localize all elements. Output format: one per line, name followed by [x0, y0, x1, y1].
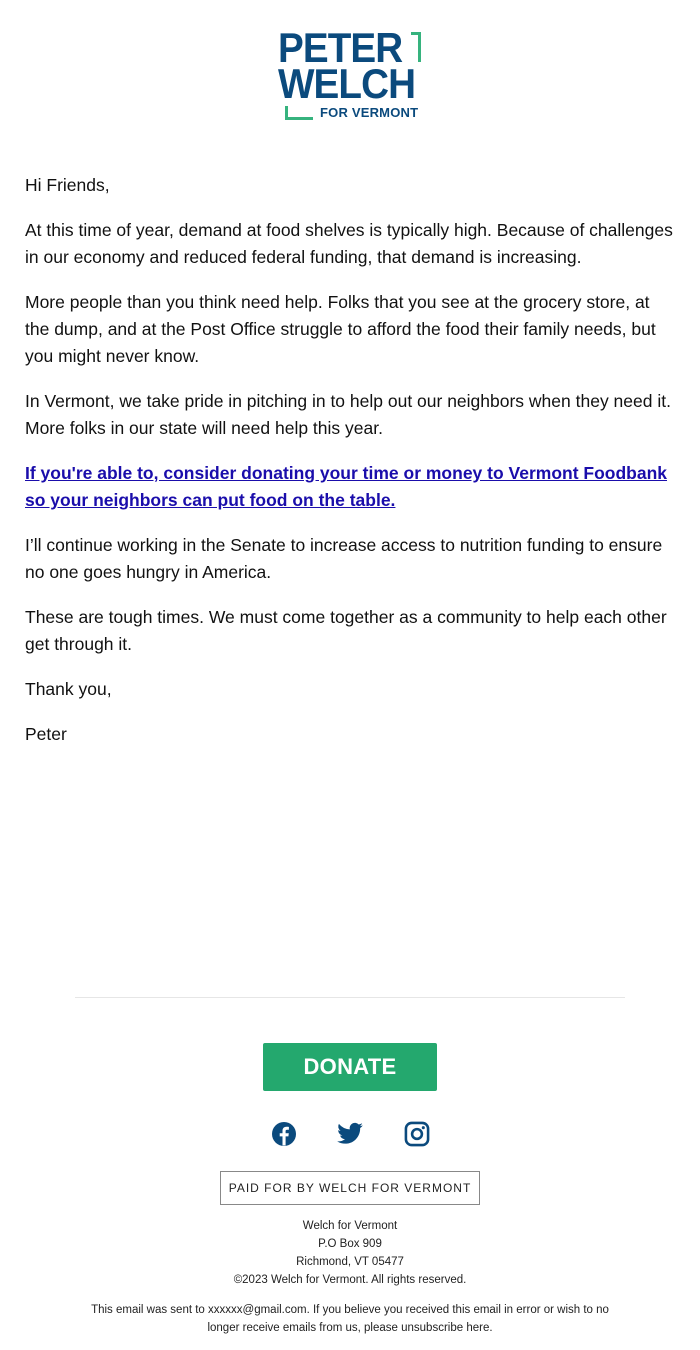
copyright: ©2023 Welch for Vermont. All rights reserved. — [233, 1274, 467, 1286]
email-body — [25, 172, 675, 766]
logo-line-welch: WELCH — [278, 60, 416, 107]
address-name: Welch for Vermont — [302, 1220, 398, 1232]
signature: Peter — [25, 724, 67, 744]
mailing-address — [0, 1217, 700, 1289]
address-po-box: P.O Box 909 — [318, 1238, 382, 1250]
paragraph-demand: At this time of year, demand at food shelves is typically high. Because of challenges in our economy and reduced federal funding, that demand is increasing. — [25, 220, 673, 267]
campaign-logo — [278, 24, 424, 122]
paragraph-people-need-help: More people than you think need help. Folks that you see at the grocery store, at the dump, and at the Post Office struggle to afford the food their family needs, but you might never know. — [25, 292, 656, 366]
paid-for-disclaimer: PAID FOR BY WELCH FOR VERMONT — [220, 1171, 480, 1205]
logo-bracket-bottom — [285, 106, 313, 120]
twitter-icon[interactable] — [336, 1120, 364, 1148]
logo-line-peter: PETER — [278, 24, 403, 71]
paragraph-senate: I’ll continue working in the Senate to increase access to nutrition funding to ensure no one goes hungry in America. — [25, 535, 663, 582]
logo-line-for-vermont: FOR VERMONT — [320, 105, 419, 120]
foodbank-donate-link[interactable]: If you're able to, consider donating your time or money to Vermont Foodbank so your neighbors can put food on the table. — [25, 463, 668, 510]
paragraph-tough-times: These are tough times. We must come together as a community to help each other get through it. — [25, 607, 667, 654]
donate-button[interactable]: DONATE — [263, 1043, 437, 1091]
footer-divider — [75, 997, 625, 998]
signoff: Thank you, — [25, 679, 112, 699]
greeting: Hi Friends, — [25, 175, 110, 195]
paragraph-vermont-pride: In Vermont, we take pride in pitching in to help out our neighbors when they need it. More folks in our state will need help this year. — [25, 391, 671, 438]
logo-bracket-top — [411, 32, 421, 62]
instagram-icon[interactable] — [403, 1120, 431, 1148]
paragraph-donate-link-wrap — [25, 460, 675, 514]
address-city: Richmond, VT 05477 — [296, 1256, 404, 1268]
unsubscribe-notice: This email was sent to xxxxxx@gmail.com. If you believe you received this email in error or wish to no longer receive emails from us, please unsubscribe here. — [91, 1304, 609, 1334]
facebook-icon[interactable] — [270, 1120, 298, 1148]
